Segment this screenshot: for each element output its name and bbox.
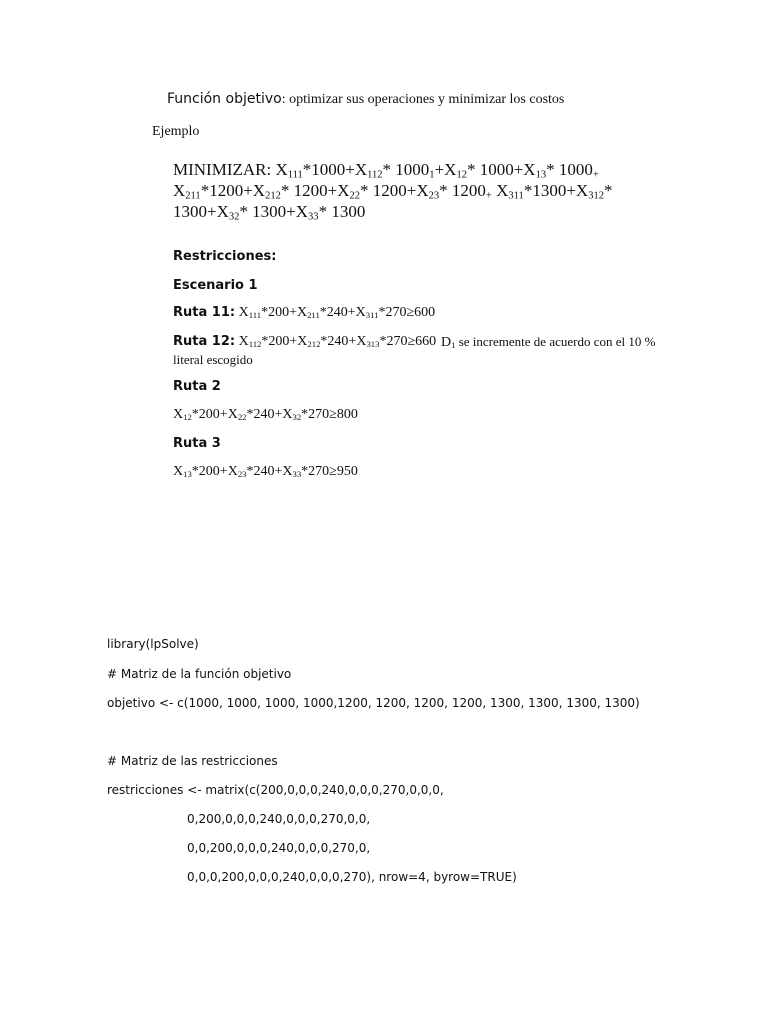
subscript: 22: [237, 412, 247, 423]
route-2-label: Ruta 2: [173, 379, 221, 394]
subscript: 212: [307, 339, 321, 350]
text-segment: *200+X: [261, 334, 308, 349]
subscript: 33: [292, 469, 302, 480]
subscript: 111: [287, 169, 303, 181]
objective-label: Función objetivo: [167, 91, 282, 107]
text-segment: *1000+X: [302, 160, 368, 179]
code-matrix-line-3: 0,0,200,0,0,0,240,0,0,0,270,0,: [187, 841, 371, 855]
route-12-expression: [235, 334, 436, 349]
text-segment: *1300+X: [523, 181, 589, 200]
subscript: 212: [265, 190, 281, 202]
subscript: 211: [185, 190, 201, 202]
subscript: 211: [307, 310, 320, 321]
subscript: 313: [366, 339, 380, 350]
subscript: 311: [365, 310, 379, 321]
route-11-expression: [235, 305, 435, 320]
subscript: +: [485, 190, 492, 202]
subscript: 23: [428, 190, 440, 202]
subscript: 32: [228, 211, 240, 223]
subscript: 23: [237, 469, 247, 480]
code-objective-vector: objetivo <- c(1000, 1000, 1000, 1000,1200, 1200, 1200, 1200, 1300, 1300, 1300, 1300): [107, 696, 640, 710]
text-segment: *240+X: [320, 334, 367, 349]
route-12-line: [173, 334, 436, 351]
subscript: 12: [183, 412, 192, 423]
minimize-line-2: [173, 181, 612, 201]
subscript: 33: [308, 211, 319, 223]
text-segment: * 1200+X: [360, 181, 429, 200]
text-segment: X: [491, 181, 509, 200]
text-segment: * 1300: [318, 202, 366, 221]
subscript: 32: [292, 412, 302, 423]
text-segment: *270≥950: [301, 464, 358, 479]
route-12-note-d: D: [441, 335, 452, 350]
subscript: 22: [349, 190, 361, 202]
route-11-line: [173, 305, 435, 322]
text-segment: X: [173, 407, 184, 422]
restrictions-heading: Restricciones:: [173, 249, 277, 264]
subscript: 311: [508, 190, 524, 202]
text-segment: * 1200+X: [280, 181, 350, 200]
text-segment: * 1300+X: [239, 202, 309, 221]
subscript: 112: [367, 169, 383, 181]
example-label: Ejemplo: [152, 124, 200, 139]
text-segment: *270≥800: [301, 407, 358, 422]
text-segment: * 1000+X: [466, 160, 536, 179]
text-segment: *240+X: [246, 407, 293, 422]
objective-line: [167, 91, 564, 109]
objective-text: : optimizar sus operaciones y minimizar los costos: [281, 92, 565, 107]
text-segment: MINIMIZAR: X: [173, 160, 288, 179]
text-segment: X: [235, 334, 249, 349]
text-segment: *1200+X: [200, 181, 266, 200]
text-segment: * 1000: [382, 160, 430, 179]
text-segment: *200+X: [191, 407, 238, 422]
text-segment: *270≥600: [378, 305, 436, 320]
text-segment: X: [173, 464, 184, 479]
scenario-heading: Escenario 1: [173, 278, 258, 293]
route-12-note-line-2: literal escogido: [173, 352, 253, 367]
text-segment: +X: [434, 160, 457, 179]
code-matrix-line-2: 0,200,0,0,0,240,0,0,0,270,0,0,: [187, 812, 371, 826]
route-12-label: Ruta 12:: [173, 334, 236, 349]
subscript: +: [592, 169, 599, 181]
text-segment: * 1200: [439, 181, 486, 200]
text-segment: *: [603, 181, 613, 200]
route-3-label: Ruta 3: [173, 436, 221, 451]
text-segment: 1300+X: [173, 202, 229, 221]
code-matrix-line-4: 0,0,0,200,0,0,0,240,0,0,0,270), nrow=4, byrow=TRUE): [187, 870, 517, 884]
subscript: 112: [248, 339, 262, 350]
code-matrix-line-1: restricciones <- matrix(c(200,0,0,0,240,0,0,0,270,0,0,0,: [107, 783, 444, 797]
subscript: 12: [456, 169, 467, 181]
route-2-expression: [173, 407, 358, 424]
text-segment: *240+X: [319, 305, 366, 320]
route-11-label: Ruta 11:: [173, 305, 236, 320]
text-segment: *200+X: [191, 464, 238, 479]
subscript: 312: [588, 190, 604, 202]
route-12-note: [441, 334, 655, 352]
text-segment: *270≥660: [379, 334, 437, 349]
text-segment: X: [173, 181, 186, 200]
code-comment-objective: # Matriz de la función objetivo: [107, 667, 292, 681]
code-library: library(lpSolve): [107, 637, 199, 651]
route-12-note-text: se incremente de acuerdo con el 10 %: [455, 334, 656, 349]
route-3-expression: [173, 464, 358, 481]
text-segment: *240+X: [246, 464, 293, 479]
text-segment: * 1000: [546, 160, 593, 179]
code-comment-restrictions: # Matriz de las restricciones: [107, 754, 278, 768]
subscript: 111: [248, 310, 262, 321]
minimize-line-1: [173, 160, 599, 180]
subscript: 1: [429, 169, 435, 181]
subscript: 13: [183, 469, 192, 480]
text-segment: *200+X: [261, 305, 308, 320]
route-12-note-sub: 1: [451, 340, 456, 351]
text-segment: X: [235, 305, 249, 320]
minimize-line-3: [173, 202, 365, 222]
subscript: 13: [535, 169, 547, 181]
